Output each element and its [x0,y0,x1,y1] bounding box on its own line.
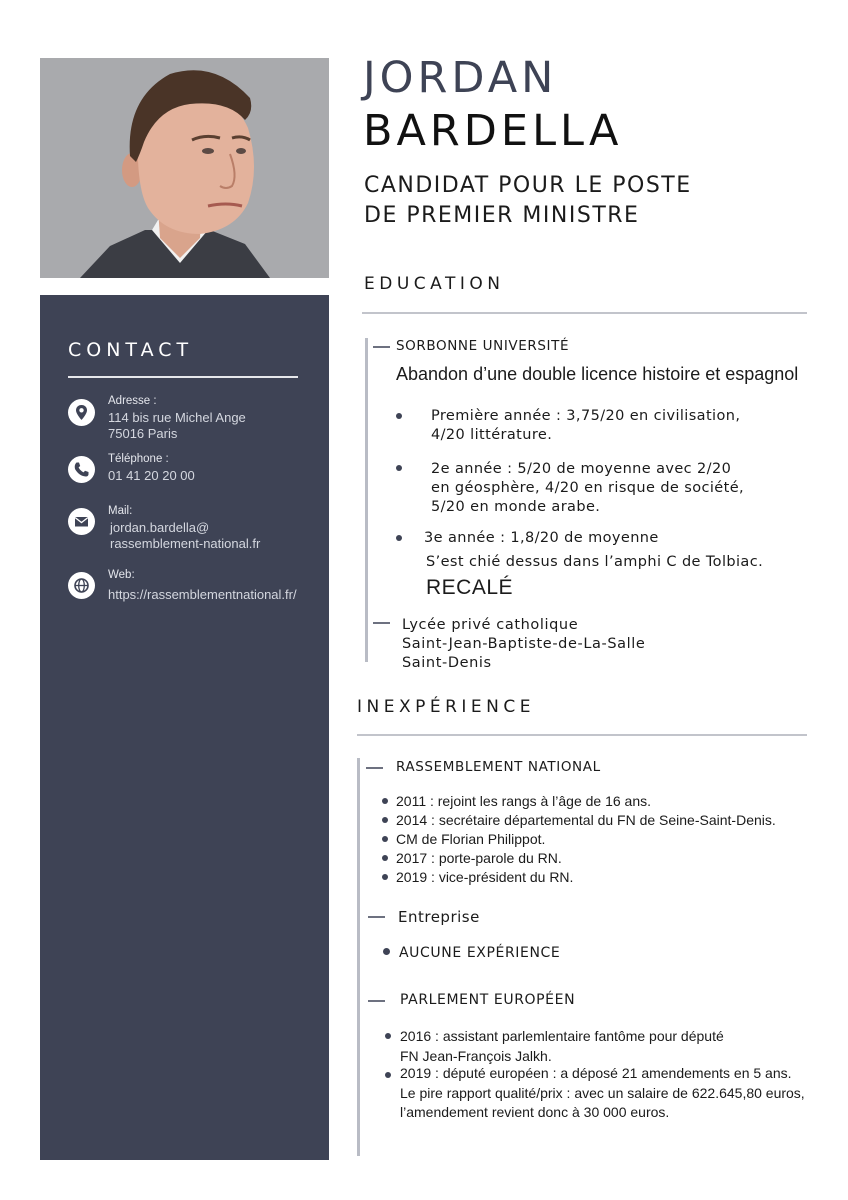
bullet [385,1033,391,1039]
bullet [382,836,388,842]
year1-line: Première année : 3,75/20 en civilisation, [431,408,741,424]
sorbonne-description: Abandon d’une double licence histoire et espagnol [396,364,799,384]
parlement-item [400,1064,805,1123]
contact-sidebar [40,295,329,1160]
education-timeline [365,338,368,662]
globe-icon [68,572,95,599]
year1-text [431,407,740,445]
bullet [396,465,402,471]
rn-heading: RASSEMBLEMENT NATIONAL [396,759,601,775]
bullet [383,948,390,955]
contact-web [68,569,326,609]
timeline-dash [368,916,385,918]
rn-item: 2019 : vice-président du RN. [396,869,574,885]
education-title: EDUCATION [364,274,505,294]
address-label: Adresse : [108,395,157,407]
mail-line: rassemblement-national.fr [110,536,261,551]
address-value [108,410,246,442]
address-line: 75016 Paris [108,426,178,441]
rn-item: 2011 : rejoint les rangs à l’âge de 16 ans. [396,793,652,809]
lycee-line: Saint-Jean-Baptiste-de-La-Salle [402,636,646,652]
education-divider [362,312,807,314]
mail-line: jordan.bardella@ [110,520,210,535]
year2-line: en géosphère, 4/20 en risque de société, [431,480,745,496]
bullet [396,535,402,541]
subtitle [364,171,692,231]
parlement-line: FN Jean-François Jalkh. [400,1047,552,1064]
year2-line: 5/20 en monde arabe. [431,499,601,515]
recale-text: RECALÉ [426,576,514,599]
location-pin-icon [68,399,95,426]
parlement-item [400,1027,724,1066]
year2-line: 2e année : 5/20 de moyenne avec 2/20 [431,461,732,477]
entreprise-item: AUCUNE EXPÉRIENCE [399,945,561,961]
address-line: 114 bis rue Michel Ange [108,410,246,425]
year3-line: 3e année : 1,8/20 de moyenne [424,530,659,546]
inexperience-divider [357,734,807,736]
year3-line: S’est chié dessus dans l’amphi C de Tolbiac. [426,554,764,570]
phone-value: 01 41 20 20 00 [108,468,195,483]
contact-mail [68,505,326,553]
bullet [382,798,388,804]
sorbonne-heading: SORBONNE UNIVERSITÉ [396,338,570,354]
timeline-dash [373,346,390,348]
timeline-dash [366,767,383,769]
lycee-line: Lycée privé catholique [402,617,579,633]
web-label: Web: [108,569,135,581]
rn-item: 2014 : secrétaire départemental du FN de Seine-Saint-Denis. [396,812,776,828]
parlement-heading: PARLEMENT EUROPÉEN [400,992,576,1008]
lycee-line: Saint-Denis [402,655,492,671]
parlement-line: 2016 : assistant parlemlentaire fantôme pour député [400,1028,724,1044]
inexperience-title: INEXPÉRIENCE [357,697,536,717]
bullet [382,817,388,823]
mail-label: Mail: [108,505,133,517]
year1-line: 4/20 littérature. [431,427,553,443]
contact-title: CONTACT [68,339,194,361]
web-value: https://rassemblementnational.fr/ [108,587,297,602]
profile-photo [40,58,329,278]
parlement-line: Le pire rapport qualité/prix : avec un salaire de 622.645,80 euros, [400,1084,805,1101]
rn-item: CM de Florian Philippot. [396,831,546,847]
subtitle-line: DE PREMIER MINISTRE [364,203,640,228]
first-name: JORDAN [363,53,558,103]
parlement-line: 2019 : député européen : a déposé 21 amendements en 5 ans. [400,1065,792,1081]
bullet [382,874,388,880]
bullet [396,413,402,419]
subtitle-line: CANDIDAT POUR LE POSTE [364,173,692,198]
timeline-dash [368,1000,385,1002]
inexperience-timeline [357,758,360,1156]
phone-label: Téléphone : [108,453,169,465]
contact-divider [68,376,298,378]
bullet [385,1072,391,1078]
last-name: BARDELLA [363,106,623,156]
year2-text [431,460,744,517]
mail-value [110,520,260,552]
lycee-text [402,616,645,673]
rn-item: 2017 : porte-parole du RN. [396,850,562,866]
parlement-line: l’amendement revient donc à 30 000 euros. [400,1104,670,1120]
contact-address [68,395,326,443]
envelope-icon [68,508,95,535]
timeline-dash [373,622,390,624]
entreprise-heading: Entreprise [398,908,480,926]
phone-icon [68,456,95,483]
bullet [382,855,388,861]
contact-phone [68,453,326,489]
